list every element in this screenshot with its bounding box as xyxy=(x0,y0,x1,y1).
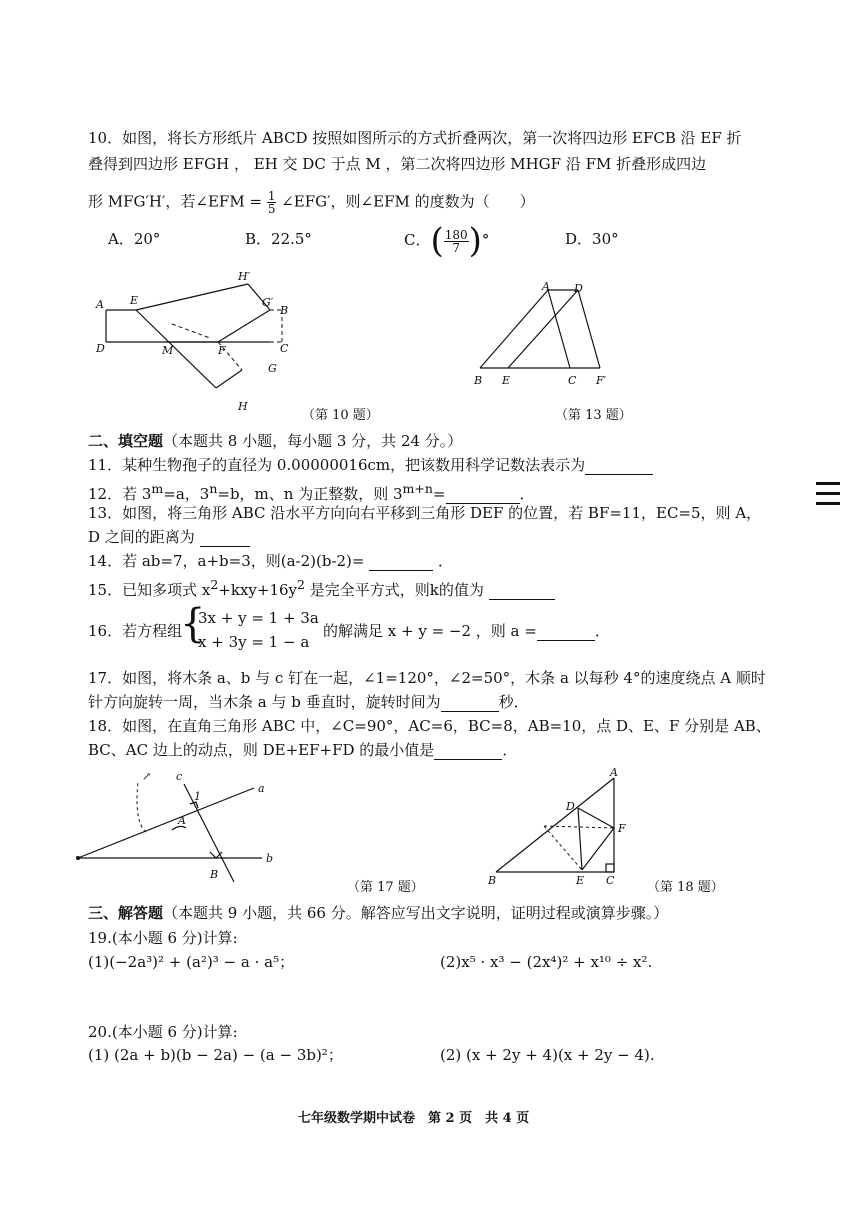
q15 xyxy=(88,575,555,600)
q10-option-c-label: C． xyxy=(404,231,431,249)
q18-line2-post: ． xyxy=(502,741,518,759)
figure-17 xyxy=(72,766,286,888)
fig17-pivot-dot xyxy=(76,856,80,860)
q13-line1: 13．如图，将三角形 ABC 沿水平方向向右平移到三角形 DEF 的位置，若 BF=11，EC=5，则 A， xyxy=(88,504,762,522)
q10-line3-post: ∠EFG′，则∠EFM 的度数为（ ） xyxy=(281,192,535,211)
fig10-caption: （第 10 题） xyxy=(302,408,379,423)
q12-sup-n: n xyxy=(209,481,218,496)
fig13-label-e: E xyxy=(502,374,511,387)
q16-post-text: 的解满足 x + y = −2 ，则 a = xyxy=(323,622,537,640)
fig10-label-m: M xyxy=(162,344,174,357)
q10-option-c: C．( $\frac{180}{7}$ )° xyxy=(404,221,490,261)
q12-post: = xyxy=(432,485,446,503)
q16-eq2: x + 3y = 1 − a xyxy=(198,633,310,651)
fig13-label-d: D xyxy=(574,282,583,295)
q13-line2 xyxy=(88,527,250,547)
fig18-label-d: D xyxy=(566,800,575,813)
fig18-label-c: C xyxy=(606,874,615,887)
q19-title: 19.(本小题 6 分)计算: xyxy=(88,929,238,947)
q19-part2: (2)x⁵ · x³ − (2x⁴)² + x¹⁰ ÷ x². xyxy=(440,953,653,971)
q17-line2 xyxy=(88,692,529,712)
fig13-caption: （第 13 题） xyxy=(555,408,632,423)
fig13-label-c: C xyxy=(568,374,577,387)
q15-sup1: 2 xyxy=(210,577,219,592)
q14 xyxy=(88,551,453,571)
section3-header xyxy=(88,903,668,923)
section3-note: （本题共 9 小题，共 66 分。解答应写出文字说明，证明过程或演算步骤。） xyxy=(163,904,669,922)
fig10-label-h: H xyxy=(238,400,248,413)
fig10-label-c: C xyxy=(280,342,289,355)
fig10-label-g1: G′ xyxy=(262,296,274,309)
fig18-label-b: B xyxy=(488,874,497,887)
section3-heading: 三、解答题 xyxy=(88,904,164,922)
fig10-label-a: A xyxy=(96,298,104,311)
q10-option-c-den: 7 xyxy=(452,240,461,255)
q15-pre: 15．已知多项式 x xyxy=(88,581,211,599)
fig13-label-f: F′ xyxy=(596,374,607,387)
q10-option-b: B．22.5° xyxy=(245,230,312,248)
q16-brace: { xyxy=(180,601,206,647)
q20-part1: (1) (2a + b)(b − 2a) − (a − 3b)²； xyxy=(88,1046,343,1064)
fig18-label-f: F xyxy=(618,822,626,835)
fig17-label-b: b xyxy=(266,852,274,865)
q13-answer-blank[interactable] xyxy=(200,532,250,547)
fig17-arrow-mark: ↗ xyxy=(142,770,152,783)
q10-option-c-num: 180 xyxy=(444,227,468,242)
q12-mid2: =b，m、n 为正整数，则 3 xyxy=(217,485,403,503)
q10-line1: 10．如图，将长方形纸片 ABCD 按照如图所示的方式折叠两次，第一次将四边形 EFCB 沿 EF 折 xyxy=(88,129,742,147)
q12-answer-blank[interactable] xyxy=(446,489,520,504)
q12-end: ． xyxy=(519,485,535,503)
figure-13 xyxy=(470,282,620,390)
q10-option-c-unit: ° xyxy=(481,231,490,249)
section2-note: （本题共 8 小题，每小题 3 分，共 24 分。） xyxy=(163,432,463,450)
figure-18 xyxy=(484,766,634,888)
fig10-label-b: B xyxy=(280,304,289,317)
q17-line1: 17．如图，将木条 a、b 与 c 钉在一起，∠1=120°，∠2=50°，木条 a 以每秒 4°的速度绕点 A 顺时 xyxy=(88,669,766,687)
q15-post: 是完全平方式，则k的值为 xyxy=(304,581,484,599)
q10-frac-num: 1 xyxy=(267,189,276,203)
section2-heading: 二、填空题 xyxy=(88,432,164,450)
q16-pre: 16．若方程组 xyxy=(88,622,183,640)
q14-text: 14．若 ab=7，a+b=3，则(a-2)(b-2)= xyxy=(88,552,365,570)
fig17-label-a-point: A xyxy=(178,814,186,827)
fig18-label-a: A xyxy=(610,766,618,779)
q10-option-a: A．20° xyxy=(108,230,161,248)
fig17-label-b-point: B xyxy=(210,868,219,881)
fig18-label-e: E xyxy=(576,874,585,887)
q14-end: ． xyxy=(438,552,454,570)
fig10-label-e: E xyxy=(130,294,139,307)
q10-option-d: D．30° xyxy=(565,230,619,248)
q10-line3-pre: 形 MFG′H′，若∠EFM = xyxy=(88,192,263,211)
q17-line2-post: 秒． xyxy=(498,693,529,711)
q17-answer-blank[interactable] xyxy=(441,697,499,712)
q11-answer-blank[interactable] xyxy=(585,460,653,475)
fig10-label-g: G xyxy=(268,362,277,375)
fig10-label-f: F xyxy=(218,344,226,357)
fig17-label-c: c xyxy=(176,770,183,783)
q11 xyxy=(88,455,653,475)
q10-line3 xyxy=(88,190,535,215)
q18-answer-blank[interactable] xyxy=(434,745,502,760)
q18-line1: 18．如图，在直角三角形 ABC 中，∠C=90°，AC=6，BC=8，AB=10，点 D、E、F 分别是 AB、 xyxy=(88,717,771,735)
q12-pre: 12．若 3 xyxy=(88,485,152,503)
q16-eq1: 3x + y = 1 + 3a xyxy=(198,609,319,627)
q18-line2 xyxy=(88,740,517,760)
page-footer: 七年级数学期中试卷 第 2 页 共 4 页 xyxy=(298,1111,530,1126)
q10-option-c-frac xyxy=(444,229,469,254)
q10-frac-den: 5 xyxy=(267,202,276,216)
q16-post xyxy=(323,621,610,641)
binding-margin-mark xyxy=(816,482,840,512)
fig10-label-h1: H′ xyxy=(238,270,251,283)
q16-answer-blank[interactable] xyxy=(537,626,595,641)
fig13-label-a: A xyxy=(542,282,550,293)
q12-sup-mn: m+n xyxy=(402,481,433,496)
q18-line2-pre: BC、AC 边上的动点，则 DE+EF+FD 的最小值是 xyxy=(88,741,435,759)
fig17-caption: （第 17 题） xyxy=(347,880,424,895)
q15-sup2: 2 xyxy=(297,577,305,592)
q14-answer-blank[interactable] xyxy=(369,556,433,571)
section2-header xyxy=(88,431,462,451)
q12 xyxy=(88,479,535,504)
q16-end: ． xyxy=(594,622,610,640)
q20-title: 20.(本小题 6 分)计算: xyxy=(88,1023,238,1041)
q13-line2-text: D 之间的距离为 xyxy=(88,528,195,546)
fig17-label-1: 1 xyxy=(194,790,201,803)
q17-line2-pre: 针方向旋转一周，当木条 a 与 b 垂直时，旋转时间为 xyxy=(88,693,441,711)
q10-line2: 叠得到四边形 EFGH ， EH 交 DC 于点 M ，第二次将四边形 MHGF 沿 FM 折叠形成四边 xyxy=(88,155,707,173)
q11-text: 11．某种生物孢子的直径为 0.00000016cm，把该数用科学记数法表示为 xyxy=(88,456,586,474)
q20-part2: (2) (x + 2y + 4)(x + 2y − 4). xyxy=(440,1046,655,1064)
fig18-caption: （第 18 题） xyxy=(647,880,724,895)
q10-fraction xyxy=(267,190,277,215)
q12-mid1: =a，3 xyxy=(163,485,210,503)
q12-sup-m: m xyxy=(151,481,164,496)
q15-mid: +kxy+16y xyxy=(218,581,298,599)
fig10-label-d: D xyxy=(96,342,105,355)
figure-10 xyxy=(92,268,302,416)
fig13-label-b: B xyxy=(474,374,483,387)
fig17-label-a: a xyxy=(258,782,265,795)
q15-answer-blank[interactable] xyxy=(489,585,555,600)
q19-part1: (1)(−2a³)² + (a²)³ − a · a⁵； xyxy=(88,953,295,971)
